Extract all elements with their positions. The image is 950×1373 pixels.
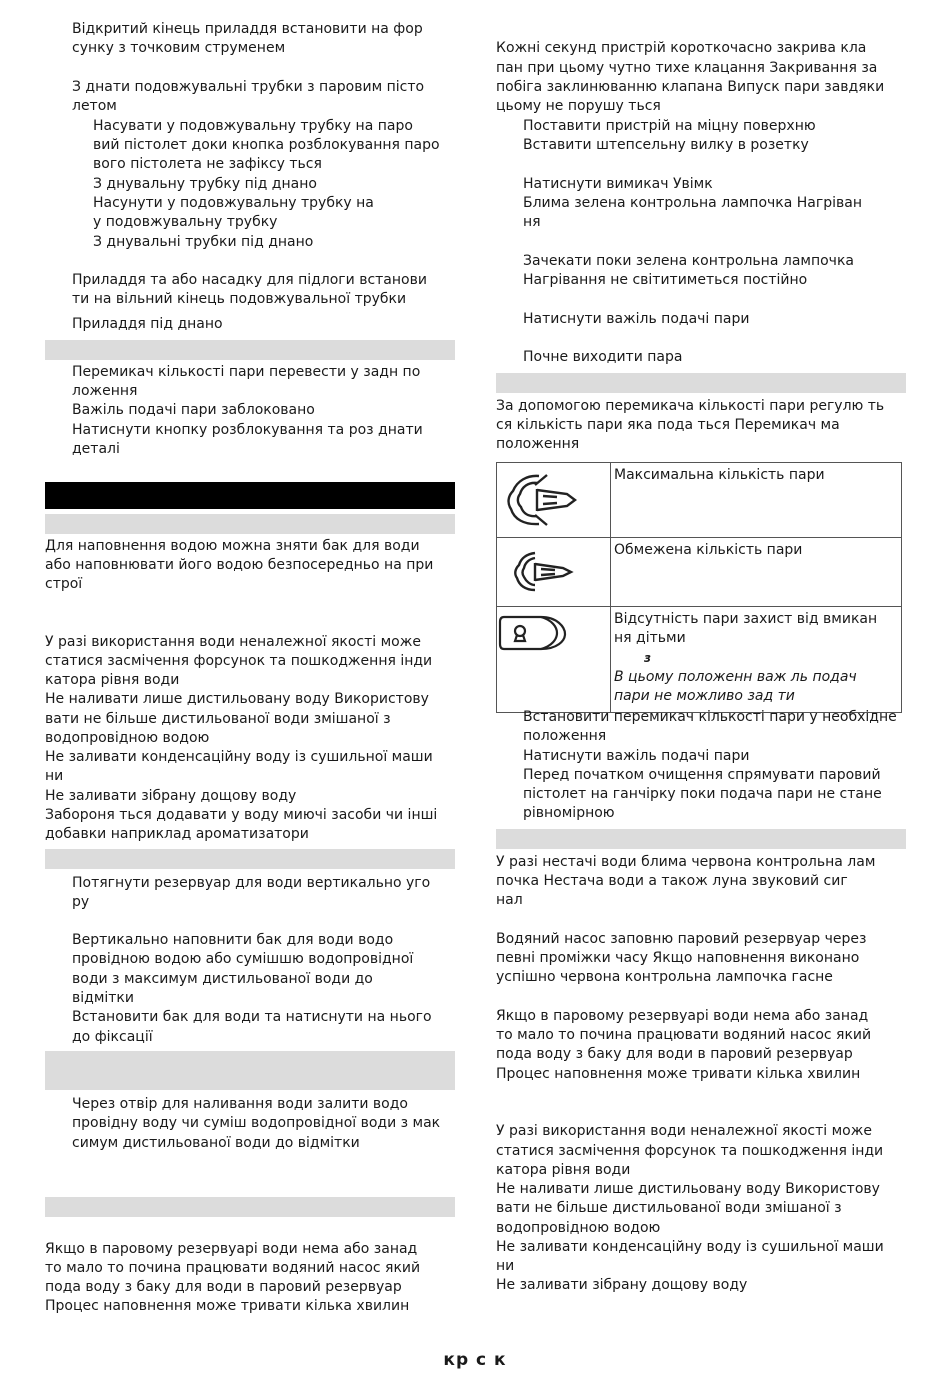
text-line: статися засмічення форсунок та пошкодження інди	[496, 1143, 884, 1159]
text-line: симум дистильованої води до відмітки	[72, 1135, 360, 1151]
text-line: З днати подовжувальні трубки з паровим пісто	[72, 79, 425, 95]
text-line: сунку з точковим струменем	[72, 40, 286, 56]
text-line: провідною водою або сумішшю водопровідної	[72, 951, 414, 967]
text-line: Процес наповнення може тривати кілька хвилин	[496, 1066, 861, 1082]
text-line: катора рівня води	[496, 1162, 631, 1178]
text-line: вий пістолет доки кнопка розблокування паро	[93, 137, 440, 153]
text-line: Встановити бак для води та натиснути на нього	[72, 1009, 432, 1025]
text-line: У разі використання води неналежної якості може	[496, 1123, 872, 1139]
text-line: Не наливати лише дистильовану воду Використову	[496, 1181, 880, 1197]
section-header-bar	[496, 829, 906, 849]
text-line: З днувальну трубку під днано	[93, 176, 317, 192]
text-line: Приладдя та або насадку для підлоги встанови	[72, 272, 427, 288]
text-line: Перемикач кількості пари перевести у задн по	[72, 364, 421, 380]
section-header-bar	[45, 849, 455, 869]
table-cell-text	[611, 463, 902, 538]
text-line: у подовжувальну трубку	[93, 214, 278, 230]
section-header-bar	[45, 514, 455, 534]
chapter-header-bar	[45, 482, 455, 509]
text-line: Блима зелена контрольна лампочка Нагріван	[523, 195, 862, 211]
text-line: Через отвір для наливання води залити водо	[72, 1096, 408, 1112]
text-line: або наповнювати його водою безпосередньо на при	[45, 557, 434, 573]
section-header-bar	[45, 1051, 455, 1090]
table-row	[497, 463, 902, 538]
text-line: відмітки	[72, 990, 134, 1006]
mode-label: ня дітьми	[614, 630, 686, 646]
text-line: нал	[496, 892, 523, 908]
text-line: ни	[496, 1258, 515, 1274]
note-text: пари не можливо зад ти	[614, 688, 795, 704]
text-line: ся кількість пари яка пода ться Перемикач ма	[496, 417, 840, 433]
text-line: добавки наприклад ароматизатори	[45, 826, 309, 842]
text-line: строї	[45, 576, 83, 592]
table-cell-icon	[497, 607, 611, 713]
text-line: то мало то почина працювати водяний насос який	[45, 1260, 421, 1276]
mode-label: Обмежена кількість пари	[614, 542, 803, 558]
text-line: летом	[72, 98, 117, 114]
text-line: положення	[523, 728, 607, 744]
text-line: За допомогою перемикача кількості пари регулю ть	[496, 398, 885, 414]
table-cell-icon	[497, 463, 611, 538]
text-line: вого пістолета не зафіксу ться	[93, 156, 322, 172]
text-line: Не заливати зібрану дощову воду	[45, 788, 297, 804]
text-line: Відкритий кінець приладдя встановити на фор	[72, 21, 423, 37]
text-line: то мало то почина працювати водяний насос який	[496, 1027, 872, 1043]
text-line: Насунути у подовжувальну трубку на	[93, 195, 374, 211]
note-text: В цьому положенн важ ль подач	[614, 669, 857, 685]
text-line: пода воду з баку для води в паровий резервуар	[45, 1279, 402, 1295]
text-line: Встановити перемикач кількості пари у необхідне	[523, 709, 897, 725]
text-line: почка Нестача води а також луна звуковий сиг	[496, 873, 848, 889]
table-cell-text	[611, 607, 902, 713]
text-line: ложення	[72, 383, 138, 399]
text-line: Натиснути важіль подачі пари	[523, 311, 750, 327]
text-line: побіга заклинюванню клапана Випуск пари завдяки	[496, 79, 885, 95]
text-line: Не заливати конденсаційну воду із сушильної маши	[45, 749, 433, 765]
text-line: Потягнути резервуар для води вертикально уго	[72, 875, 431, 891]
text-line: Натиснути вимикач Увімк	[523, 176, 713, 192]
text-line: вати не більше дистильованої води змішаної з	[45, 711, 391, 727]
text-line: Не наливати лише дистильовану воду Використову	[45, 691, 429, 707]
section-header-bar	[45, 340, 455, 360]
text-line: Кожні секунд пристрій короткочасно закрива кла	[496, 40, 867, 56]
text-line: Натиснути важіль подачі пари	[523, 748, 750, 764]
note-label: з	[644, 651, 651, 665]
text-line: Перед початком очищення спрямувати паровий	[523, 767, 881, 783]
text-line: пан при цьому чутно тихе клацання Закривання за	[496, 60, 878, 76]
text-line: У разі нестачі води блима червона контрольна лам	[496, 854, 876, 870]
text-line: Не заливати зібрану дощову воду	[496, 1277, 748, 1293]
table-row	[497, 538, 902, 607]
text-line: статися засмічення форсунок та пошкодження інди	[45, 653, 433, 669]
mode-label: Відсутність пари захист від вмикан	[614, 611, 878, 627]
text-line: успішно червона контрольна лампочка гасне	[496, 969, 833, 985]
text-line: вати не більше дистильованої води змішаної з	[496, 1200, 842, 1216]
text-line: Нагрівання не світитиметься постійно	[523, 272, 808, 288]
text-line: пістолет на ганчірку поки подача пари не стане	[523, 786, 882, 802]
text-line: ни	[45, 768, 64, 784]
steam-max-icon	[497, 463, 610, 533]
text-line: Приладдя під днано	[72, 316, 223, 332]
text-line: катора рівня води	[45, 672, 180, 688]
text-line: Зачекати поки зелена контрольна лампочка	[523, 253, 854, 269]
text-line: води з максимум дистильованої води до	[72, 971, 373, 987]
section-header-bar	[45, 1197, 455, 1217]
text-line: до фіксації	[72, 1029, 153, 1045]
text-line: У разі використання води неналежної якості може	[45, 634, 421, 650]
text-line: Якщо в паровому резервуарі води нема або занад	[45, 1241, 418, 1257]
text-line: З днувальні трубки під днано	[93, 234, 314, 250]
text-line: Важіль подачі пари заблоковано	[72, 402, 315, 418]
text-line: деталі	[72, 441, 120, 457]
section-header-bar	[496, 373, 906, 393]
text-line: Вставити штепсельну вилку в розетку	[523, 137, 809, 153]
text-line: Водяний насос заповню паровий резервуар через	[496, 931, 867, 947]
text-line: Процес наповнення може тривати кілька хвилин	[45, 1298, 410, 1314]
text-line: провідну воду чи суміш водопровідної води з мак	[72, 1115, 441, 1131]
text-line: Почне виходити пара	[523, 349, 683, 365]
text-line: певні проміжки часу Якщо наповнення виконано	[496, 950, 860, 966]
text-line: положення	[496, 436, 580, 452]
text-line: ру	[72, 894, 90, 910]
table-row	[497, 607, 902, 713]
text-line: Вертикально наповнити бак для води водо	[72, 932, 394, 948]
text-line: водопровідною водою	[496, 1220, 661, 1236]
page-footer: кр с к	[443, 1350, 507, 1370]
steam-mode-table	[496, 462, 902, 713]
text-line: Забороня ться додавати у воду миючі засоби чи інші	[45, 807, 438, 823]
text-line: водопровідною водою	[45, 730, 210, 746]
text-line: Натиснути кнопку розблокування та роз днати	[72, 422, 423, 438]
text-line: Насувати у подовжувальну трубку на паро	[93, 118, 413, 134]
steam-lock-icon	[497, 607, 610, 708]
text-line: Для наповнення водою можна зняти бак для води	[45, 538, 420, 554]
table-cell-icon	[497, 538, 611, 607]
text-line: рівномірною	[523, 805, 615, 821]
text-line: ти на вільний кінець подовжувальної трубки	[72, 291, 407, 307]
steam-reduced-icon	[497, 538, 610, 602]
text-line: пода воду з баку для води в паровий резервуар	[496, 1046, 853, 1062]
text-line: Якщо в паровому резервуарі води нема або занад	[496, 1008, 869, 1024]
table-cell-text	[611, 538, 902, 607]
text-line: цьому не порушу ться	[496, 98, 661, 114]
mode-label: Максимальна кількість пари	[614, 467, 825, 483]
text-line: Поставити пристрій на міцну поверхню	[523, 118, 816, 134]
text-line: Не заливати конденсаційну воду із сушильної маши	[496, 1239, 884, 1255]
text-line: ня	[523, 214, 541, 230]
